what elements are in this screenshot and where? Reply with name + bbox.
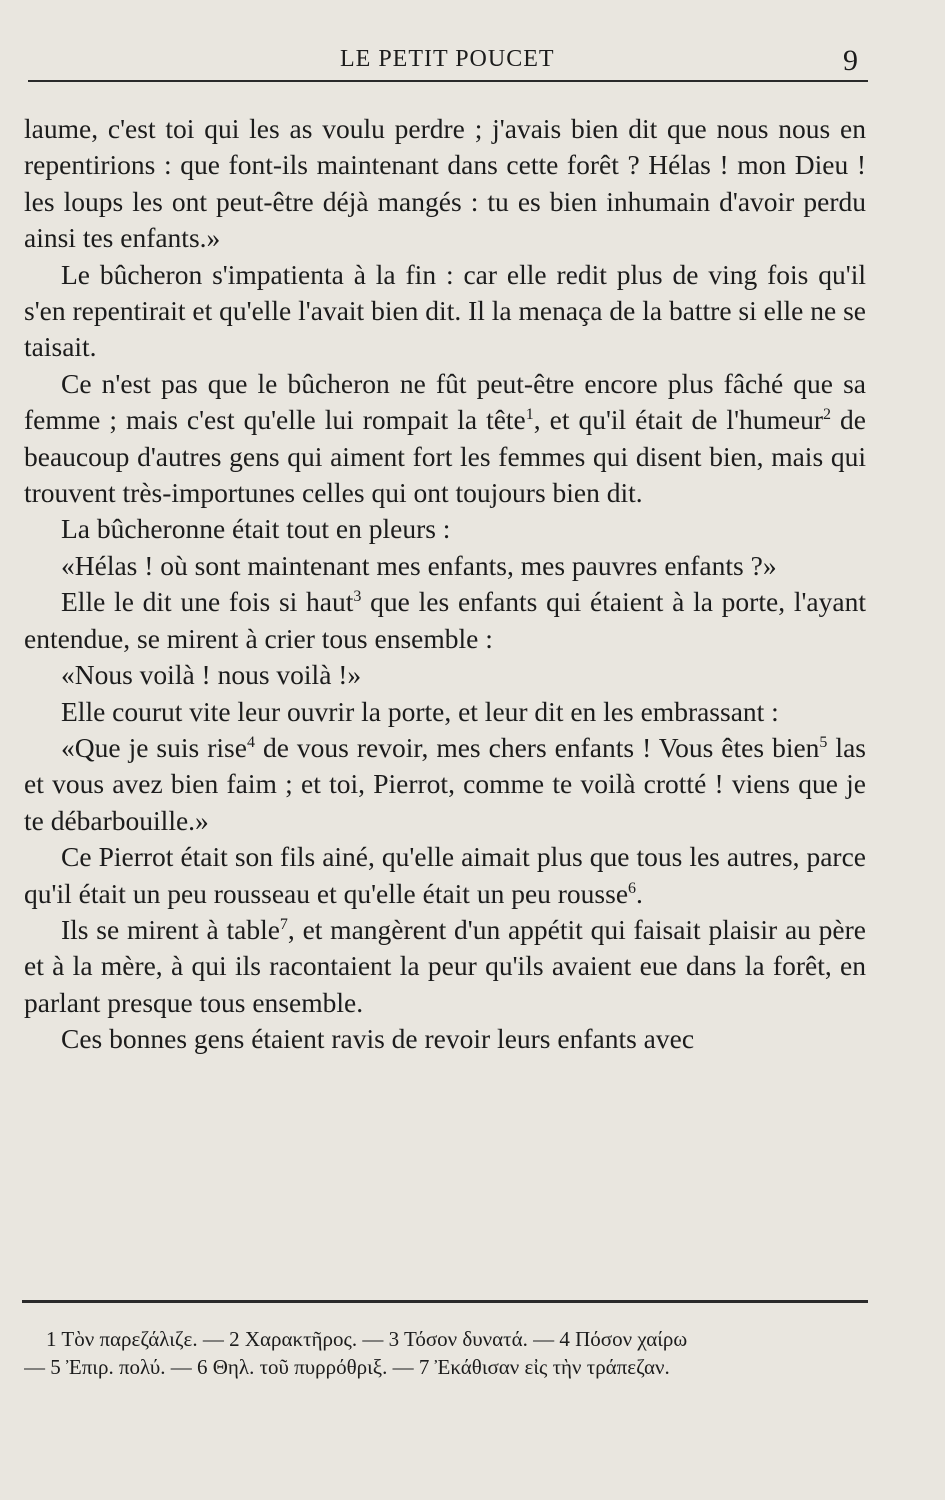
footnote-ref: 6: [628, 879, 637, 897]
paragraph-text: «Nous voilà ! nous voilà !»: [61, 659, 362, 691]
running-title: LE PETIT POUCET: [340, 46, 555, 72]
body-text: [24, 111, 866, 1058]
paragraph: [24, 912, 866, 1021]
paragraph-text: Ce n'est pas que le bûcheron ne fût peut-être encore plus fâché que sa femme ; mais c'est qu'elle lui rompait la tête: [24, 367, 866, 436]
paragraph-text: Ce Pierrot était son fils ainé, qu'elle aimait plus que tous les autres, parce qu'il était un peu rousseau et qu'elle était un peu rousse: [24, 841, 866, 909]
paragraph-text: «Hélas ! où sont maintenant mes enfants, mes pauvres enfants ?»: [61, 549, 777, 581]
paragraph-text: Ils se mirent à table: [61, 913, 280, 945]
paragraph-text: laume, c'est toi qui les as voulu perdre ; j'avais bien dit que nous nous en repentirions : que font-ils maintenant dans cette forêt ? Hélas ! mon Dieu ! les loups les ont peut-être déjà mangés : tu es bien inhumain d'avoir perdu ainsi tes enfants.»: [24, 113, 866, 254]
footnote-ref: 2: [823, 406, 832, 424]
paragraph-text: de beaucoup d'autres gens qui aiment fort les femmes qui disent bien, mais qui trouvent très-importunes celles qui ont toujours bien dit.: [24, 404, 866, 509]
paragraph: [24, 366, 866, 512]
paragraph-text: de vous revoir, mes chers enfants ! Vous êtes bien: [254, 731, 820, 763]
paragraph: [24, 511, 866, 547]
footnote-ref: 7: [279, 915, 288, 933]
footnote-line: 1 Τὸν παρεζάλιζε. — 2 Χαρακτῆρος. — 3 Τόσον δυνατά. — 4 Πόσον χαίρω: [46, 1327, 688, 1351]
paragraph-text: La bûcheronne était tout en pleurs :: [61, 513, 451, 545]
paragraph-text: Le bûcheron s'impatienta à la fin : car elle redit plus de ving fois qu'il s'en repentirait et qu'elle l'avait bien dit. Il la menaça de la battre si elle ne se taisait.: [24, 258, 866, 363]
paragraph: [24, 657, 866, 693]
paragraph-text: «Que je suis rise: [61, 731, 247, 763]
footnote-ref: 1: [525, 406, 534, 424]
paragraph-text: Elle courut vite leur ouvrir la porte, et leur dit en les embrassant :: [61, 695, 779, 727]
paragraph-text: Elle le dit une fois si haut: [61, 586, 354, 618]
footnotes: [24, 1325, 866, 1381]
paragraph-text: , et mangèrent d'un appétit qui faisait plaisir au père et à la mère, à qui ils racontaient la peur qu'ils avaient eue dans la forêt, en parlant presque tous ensemble.: [24, 913, 866, 1018]
paragraph-text: .: [636, 877, 643, 909]
footnote-rule: [22, 1300, 868, 1303]
paragraph: [24, 730, 866, 839]
paragraph: [24, 1021, 866, 1057]
footnote-line: — 5 Ἐπιρ. πολύ. — 6 Θηλ. τοῦ πυρρόθριξ. — 7 Ἐκάθισαν εἰς τὴν τράπεζαν.: [24, 1355, 670, 1379]
paragraph: [24, 548, 866, 584]
paragraph-text: , et qu'il était de l'humeur: [533, 404, 824, 436]
paragraph-text: las et vous avez bien faim ; et toi, Pierrot, comme te voilà crotté ! viens que je te débarbouille.»: [24, 731, 866, 836]
footnote-ref: 4: [246, 733, 255, 751]
paragraph-text: que les enfants qui étaient à la porte, l'ayant entendue, se mirent à crier tous ensemble :: [24, 586, 866, 654]
header-rule: [28, 80, 868, 82]
paragraph: [24, 111, 866, 257]
footnote-ref: 5: [819, 733, 828, 751]
paragraph-text: Ces bonnes gens étaient ravis de revoir leurs enfants avec: [61, 1023, 695, 1055]
footnote-ref: 3: [353, 588, 362, 606]
page-number: 9: [843, 44, 858, 77]
paragraph: [24, 584, 866, 657]
paragraph: [24, 694, 866, 730]
paragraph: [24, 839, 866, 912]
running-head: [0, 44, 945, 84]
paragraph: [24, 257, 866, 366]
